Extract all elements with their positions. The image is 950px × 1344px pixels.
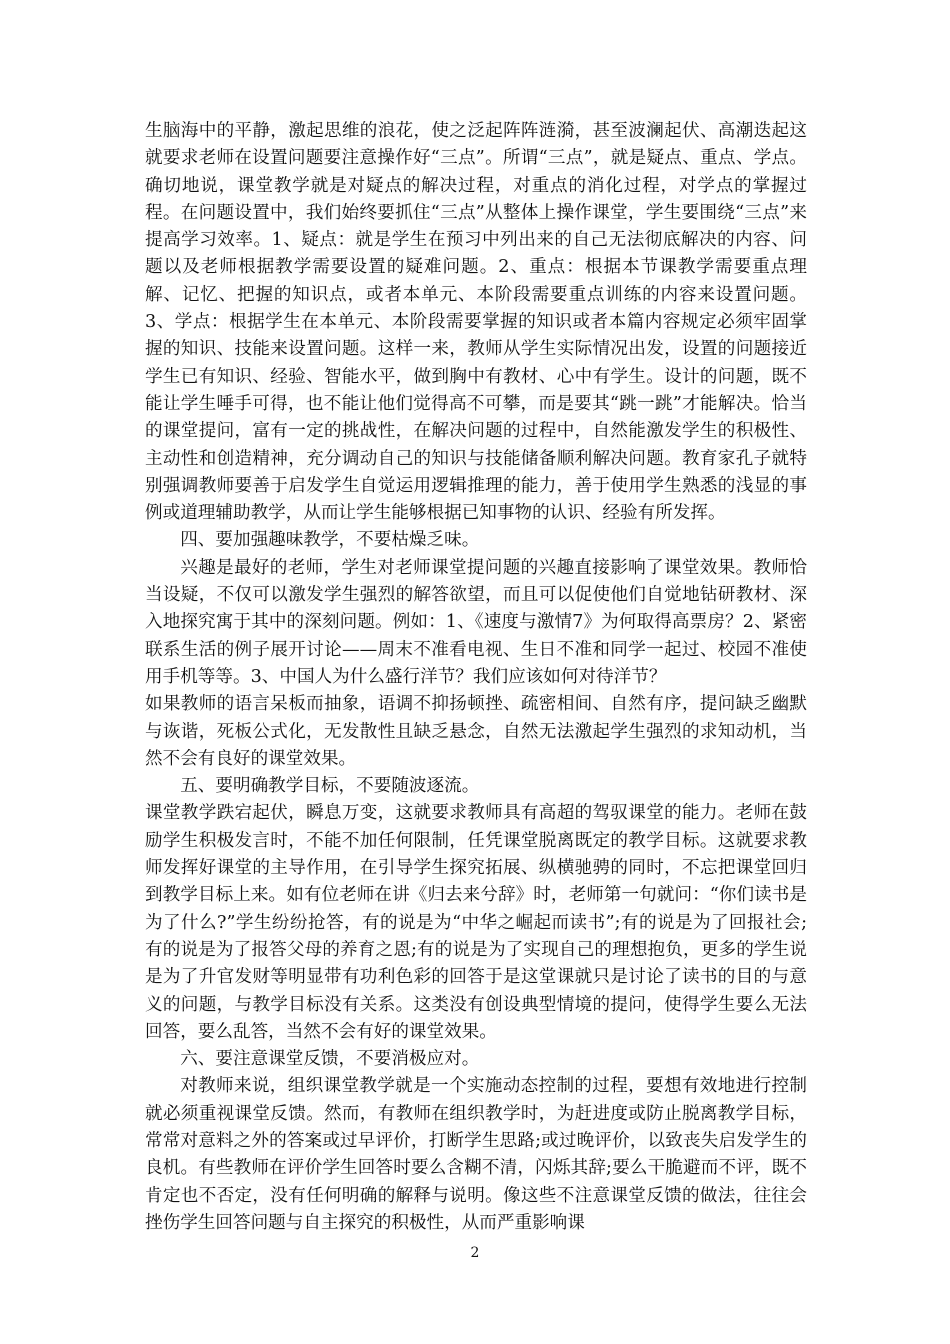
document-body [145,118,807,1237]
paragraph: 课堂教学跌宕起伏，瞬息万变，这就要求教师具有高超的驾驭课堂的能力。老师在鼓励学生积极发言时，不能不加任何限制，任凭课堂脱离既定的教学目标。这就要求教师发挥好课堂的主导作用，在引导学生探究拓展、纵横驰骋的同时，不忘把课堂回归到教学目标上来。如有位老师在讲《归去来兮辞》时，老师第一句就问：“你们读书是为了什么?”学生纷纷抢答，有的说是为“中华之崛起而读书”;有的说是为了回报社会;有的说是为了报答父母的养育之恩;有的说是为了实现自己的理想抱负，更多的学生说是为了升官发财等明显带有功利色彩的回答于是这堂课就只是讨论了读书的目的与意义的问题，与教学目标没有关系。这类没有创设典型情境的提问，使得学生要么无法回答，要么乱答，当然不会有好的课堂效果。 [145,803,807,1042]
section-heading-5: 五、要明确教学目标，不要随波逐流。 [180,776,480,797]
section-heading-4: 四、要加强趣味教学，不要枯燥乏味。 [180,530,480,551]
page-number: 2 [470,1245,480,1261]
paragraph: 如果教师的语言呆板而抽象，语调不抑扬顿挫、疏密相间、自然有序，提问缺乏幽默与诙谐，死板公式化，无发散性且缺乏悬念，自然无法激起学生强烈的求知动机，当然不会有良好的课堂效果。 [145,694,807,769]
paragraph: 对教师来说，组织课堂教学就是一个实施动态控制的过程，要想有效地进行控制就必须重视课堂反馈。然而，有教师在组织教学时，为赶进度或防止脱离教学目标，常常对意料之外的答案或过早评价，打断学生思路;或过晚评价，以致丧失启发学生的良机。有些教师在评价学生回答时要么含糊不清，闪烁其辞;要么干脆避而不评，既不肯定也不否定，没有任何明确的解释与说明。像这些不注意课堂反馈的做法，往往会挫伤学生回答问题与自主探究的积极性，从而严重影响课 [145,1076,807,1233]
paragraph: 生脑海中的平静，激起思维的浪花，使之泛起阵阵涟漪，甚至波澜起伏、高潮迭起这就要求老师在设置问题要注意操作好“三点”。所谓“三点”，就是疑点、重点、学点。确切地说，课堂教学就是对疑点的解决过程，对重点的消化过程，对学点的掌握过程。在问题设置中，我们始终要抓住“三点”从整体上操作课堂，学生要围绕“三点”来提高学习效率。1、疑点：就是学生在预习中列出来的自己无法彻底解决的内容、问题以及老师根据教学需要设置的疑难问题。2、重点：根据本节课教学需要重点理解、记忆、把握的知识点，或者本单元、本阶段需要重点训练的内容来设置问题。3、学点：根据学生在本单元、本阶段需要掌握的知识或者本篇内容规定必须牢固掌握的知识、技能来设置问题。这样一来，教师从学生实际情况出发，设置的问题接近学生已有知识、经验、智能水平，做到胸中有教材、心中有学生。设计的问题，既不能让学生唾手可得，也不能让他们觉得高不可攀，而是要其“跳一跳”才能解决。恰当的课堂提问，富有一定的挑战性，在解决问题的过程中，自然能激发学生的积极性、主动性和创造精神，充分调动自己的知识与技能储备顺利解决问题。教育家孔子就特别强调教师要善于启发学生自觉运用逻辑推理的能力，善于使用学生熟悉的浅显的事例或道理辅助教学，从而让学生能够根据已知事物的认识、经验有所发挥。 [145,121,807,524]
paragraph: 兴趣是最好的老师，学生对老师课堂提问题的兴趣直接影响了课堂效果。教师恰当设疑，不仅可以激发学生强烈的解答欲望，而且可以促使他们自觉地钻研教材、深入地探究寓于其中的深刻问题。例如：1、《速度与激情7》为何取得高票房？2、紧密联系生活的例子展开讨论——周末不准看电视、生日不准和同学一起过、校园不准使用手机等等。3、中国人为什么盛行洋节？我们应该如何对待洋节？ [145,557,807,687]
section-heading-6: 六、要注意课堂反馈，不要消极应对。 [180,1049,480,1070]
